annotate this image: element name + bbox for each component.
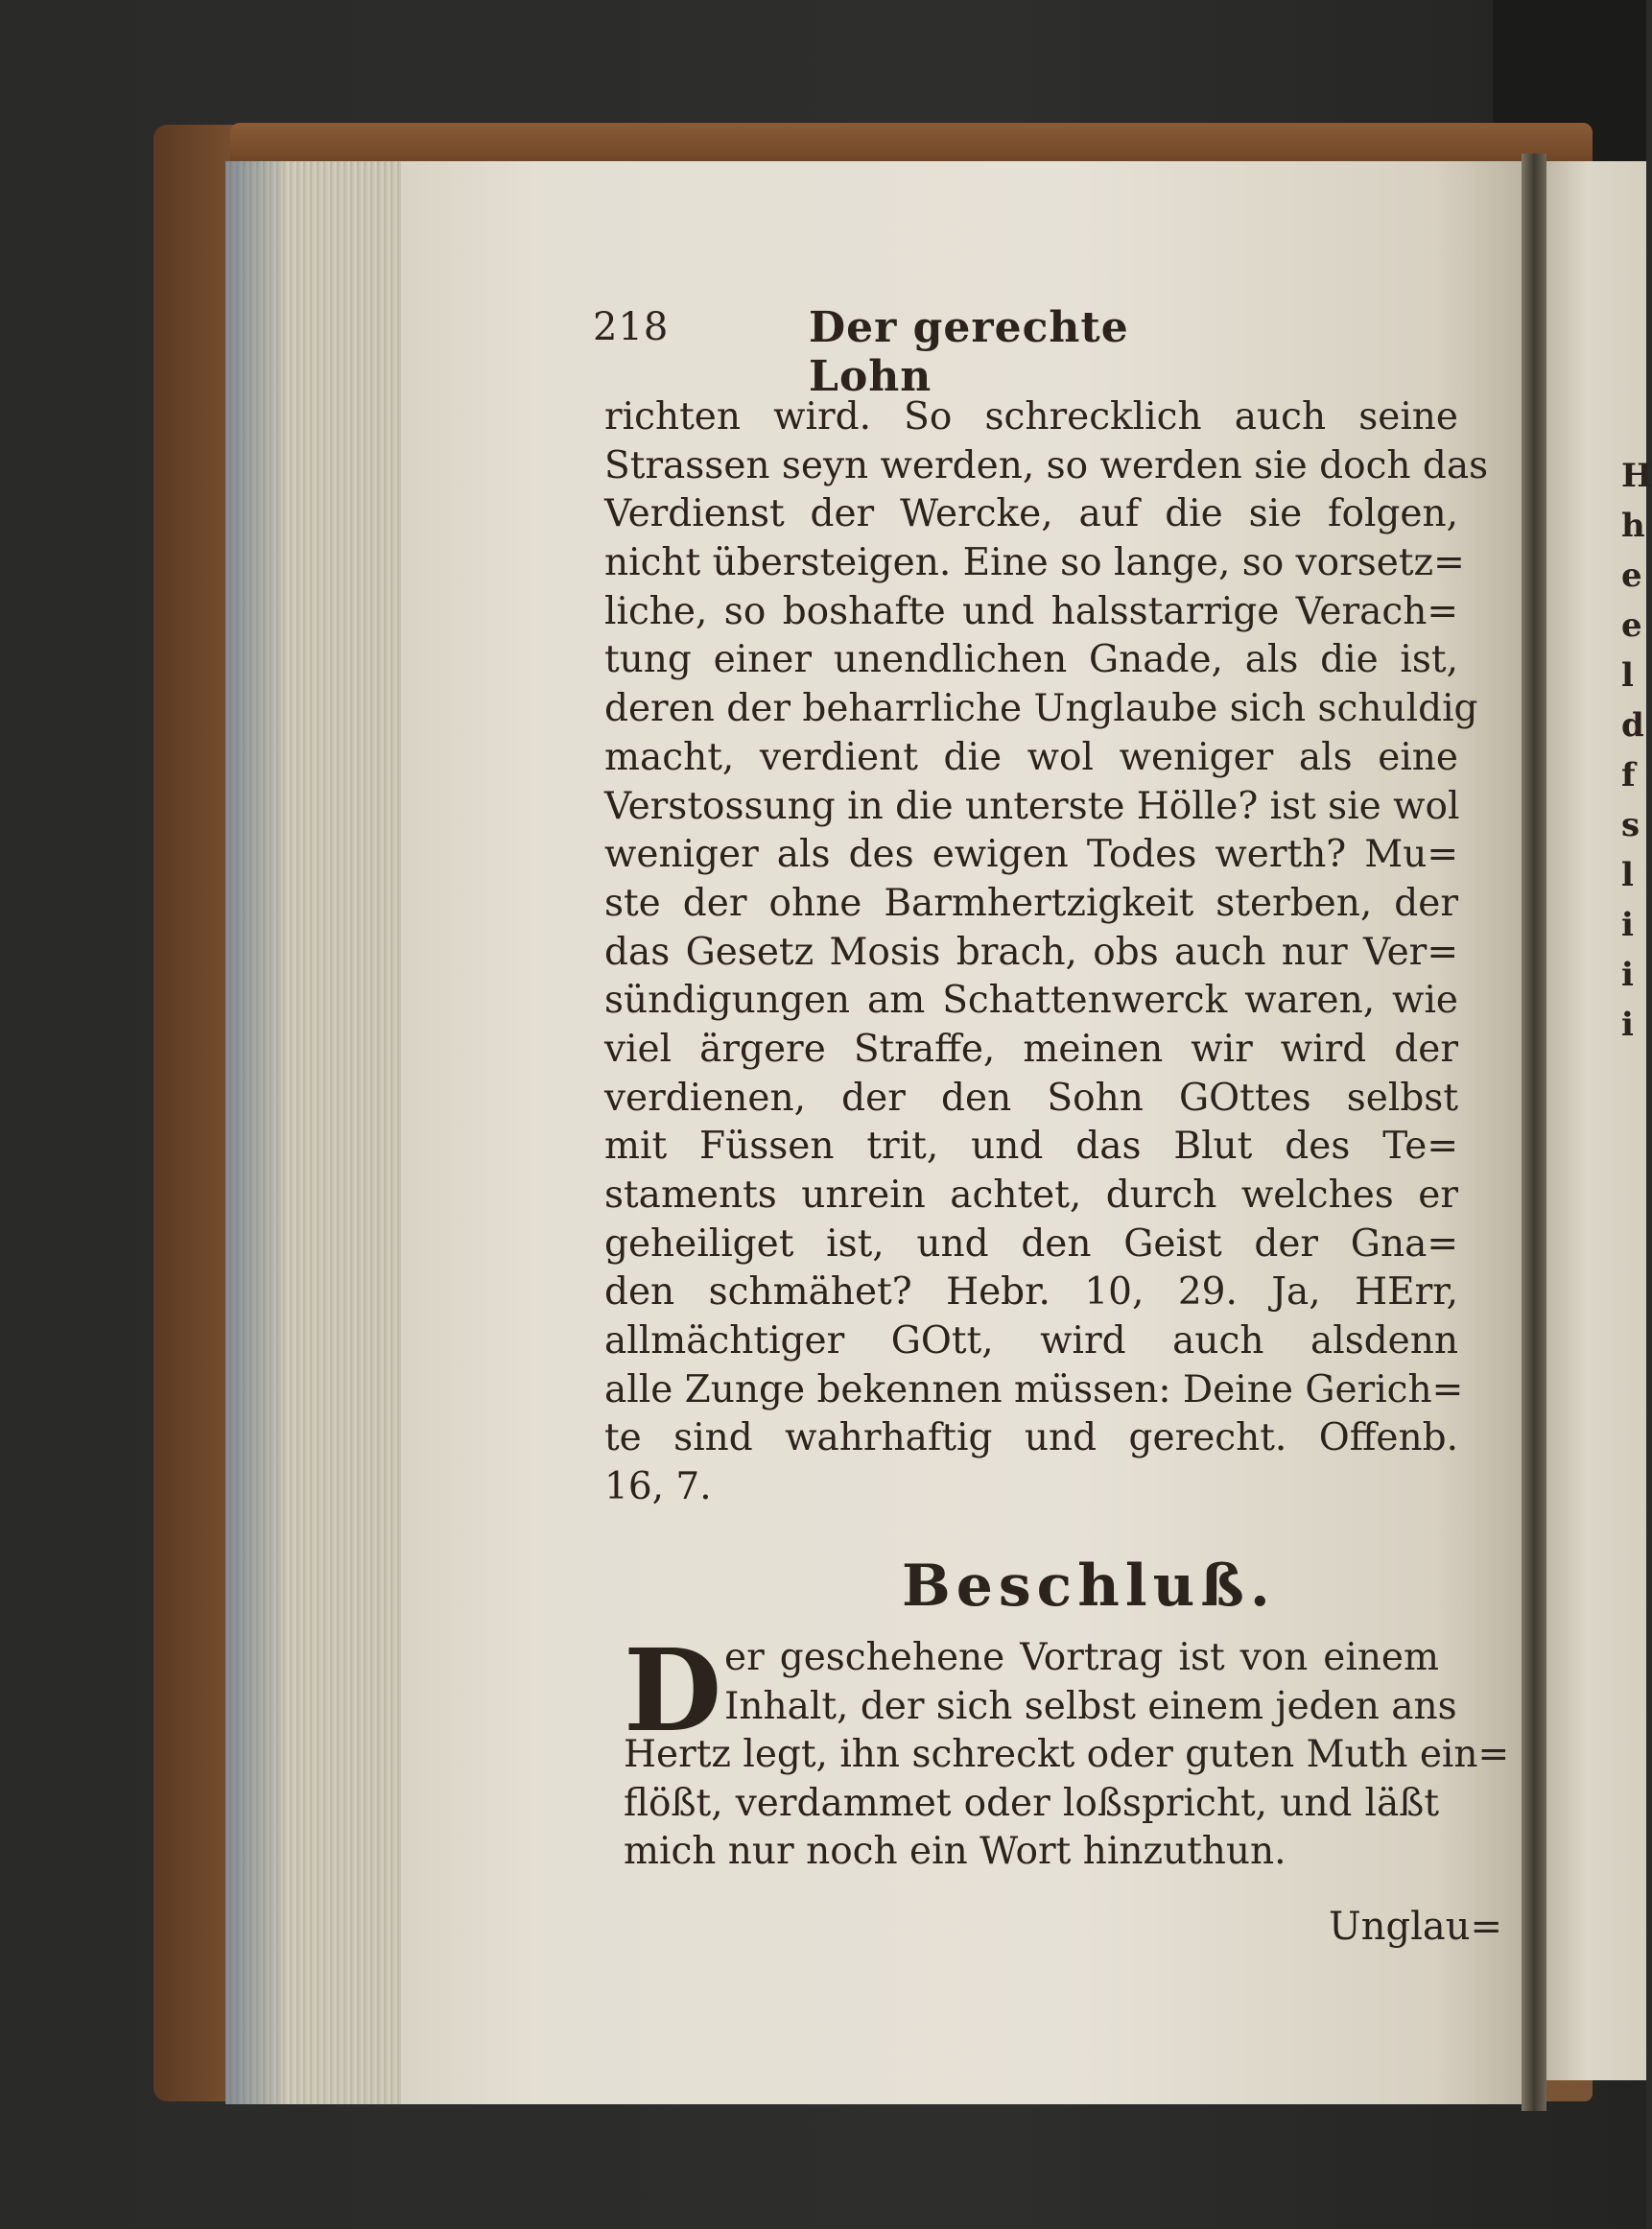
section-heading: Beschluß. [902, 1553, 1276, 1620]
text-line: Inhalt, der sich selbst einem jeden ans [724, 1684, 1457, 1728]
text-line: ste der ohne Barmhertzigkeit sterben, der [604, 881, 1458, 925]
text-line: Strassen seyn werden, so werden sie doch das [604, 443, 1489, 487]
running-title: Der gerechte Lohn [809, 303, 1129, 401]
book-headband [230, 123, 1593, 163]
closing-paragraph [624, 1624, 1510, 1877]
text-line: Hertz legt, ihn schreckt oder guten Muth ein= [624, 1733, 1510, 1777]
text-line: richten wird. So schrecklich auch seine [604, 395, 1458, 439]
text-line: viel ärgere Straffe, meinen wir wird der [604, 1027, 1458, 1071]
text-line: Verdienst der Wercke, auf die sie folgen, [604, 492, 1458, 536]
facing-letter: i [1621, 906, 1634, 944]
text-line: liche, so boshafte und halsstarrige Verach= [604, 589, 1458, 633]
text-line: nicht übersteigen. Eine so lange, so vorsetz= [604, 541, 1465, 585]
facing-letter: h [1621, 507, 1645, 545]
text-line: alle Zunge bekennen müssen: Deine Gerich= [604, 1367, 1464, 1411]
facing-letter: d [1621, 706, 1644, 745]
text-line: macht, verdient die wol weniger als eine [604, 735, 1458, 779]
facing-letter: l [1621, 856, 1634, 894]
right-page [1546, 161, 1652, 2080]
text-line: verdienen, der den Sohn GOttes selbst [604, 1076, 1458, 1120]
facing-letter: f [1621, 756, 1636, 794]
text-line: staments unrein achtet, durch welches er [604, 1174, 1458, 1217]
text-line: mit Füssen trit, und das Blut des Te= [604, 1125, 1458, 1169]
text-line: geheiliget ist, und den Geist der Gna= [604, 1221, 1458, 1266]
text-line: allmächtiger GOtt, wird auch alsdenn [604, 1319, 1458, 1363]
facing-letter: e [1621, 606, 1642, 645]
facing-page-text [1621, 451, 1652, 1050]
drop-cap: D [624, 1624, 722, 1757]
text-line: 16, 7. [604, 1465, 712, 1509]
text-line: den schmähet? Hebr. 10, 29. Ja, HErr, [604, 1270, 1458, 1315]
facing-letter: i [1621, 1006, 1634, 1044]
text-line: flößt, verdammet oder loßspricht, und läßt [624, 1781, 1439, 1825]
text-line: Verstossung in die unterste Hölle? ist sie wol [604, 784, 1460, 828]
text-line: te sind wahrhaftig und gerecht. Offenb. [604, 1416, 1458, 1460]
catchword: Unglau= [1329, 1905, 1502, 1949]
text-line: das Gesetz Mosis brach, obs auch nur Ver= [604, 930, 1458, 974]
facing-letter: H [1621, 457, 1652, 495]
text-line: deren der beharrliche Unglaube sich schuldig [604, 687, 1478, 731]
facing-letter: e [1621, 557, 1642, 595]
text-line: mich nur noch ein Wort hinzuthun. [624, 1830, 1286, 1874]
text-line: tung einer unendlichen Gnade, als die ist, [604, 638, 1458, 682]
page-number: 218 [593, 305, 670, 349]
book-gutter [1522, 154, 1546, 2111]
text-line: weniger als des ewigen Todes werth? Mu= [604, 833, 1458, 877]
page-edges [225, 161, 403, 2104]
facing-letter: s [1621, 806, 1640, 844]
text-line: sündigungen am Schattenwerck waren, wie [604, 979, 1458, 1023]
body-text [604, 393, 1489, 1512]
facing-letter: l [1621, 656, 1634, 695]
running-head [593, 303, 1255, 401]
facing-letter: i [1621, 956, 1634, 994]
text-line: er geschehene Vortrag ist von einem [724, 1636, 1439, 1679]
